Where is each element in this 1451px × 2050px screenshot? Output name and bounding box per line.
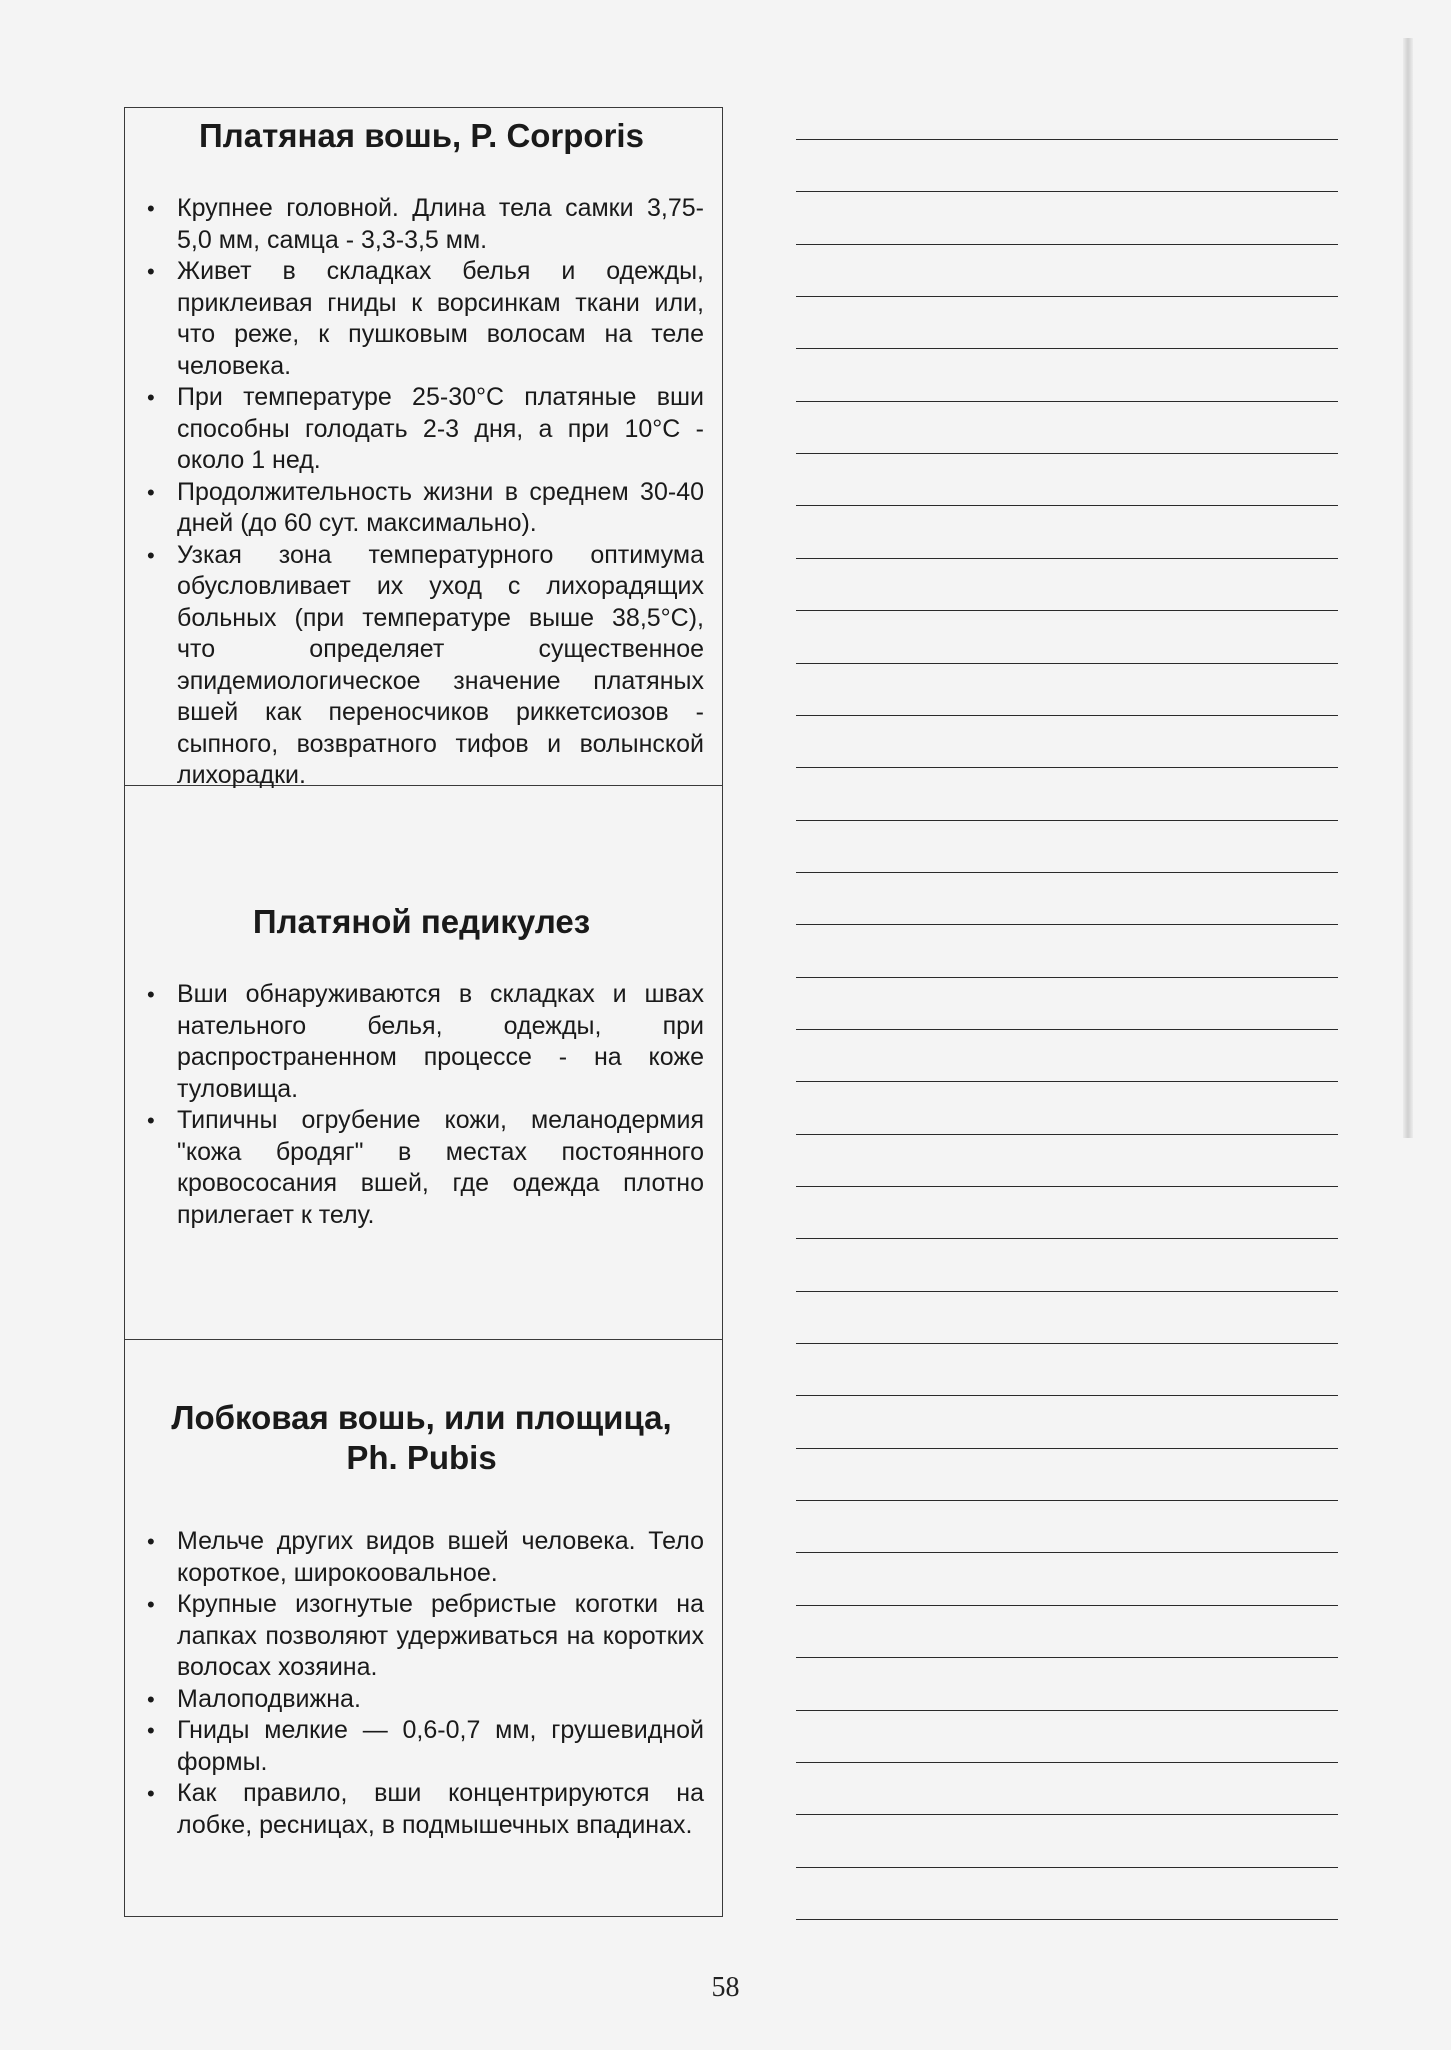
bullet-icon: •	[147, 1108, 155, 1133]
list-item-text: Узкая зона температурного оптимума обусловливает их уход с лихорадящих больных (при температуре выше 38,5°C), что определяет существенное эпидемиологическое значение платяных вшей как переносчиков риккетсиозов - сыпного, возвратного тифов и волынской лихорадки.	[177, 540, 704, 789]
notes-lines-area	[796, 0, 1338, 1930]
bullet-icon: •	[147, 196, 155, 221]
section-pediculosis	[125, 786, 722, 1340]
note-line	[796, 1552, 1338, 1553]
list-item	[139, 256, 704, 382]
content-box	[124, 107, 723, 1917]
bullet-icon: •	[147, 1718, 155, 1743]
note-line	[796, 1029, 1338, 1030]
note-line	[796, 1605, 1338, 1606]
note-line	[796, 1867, 1338, 1868]
note-line	[796, 453, 1338, 454]
note-line	[796, 1762, 1338, 1763]
note-line	[796, 1186, 1338, 1187]
list-item	[139, 382, 704, 477]
list-item	[139, 1105, 704, 1231]
note-line	[796, 558, 1338, 559]
list-item-text: Типичны огрубение кожи, меланодермия "кожа бродяг" в местах постоянного кровососания вшей, где одежда плотно прилегает к телу.	[177, 1106, 704, 1229]
note-line	[796, 296, 1338, 297]
list-item	[139, 1715, 704, 1778]
list-item-text: Вши обнаруживаются в складках и швах нательного белья, одежды, при распространенном процессе - на коже туловища.	[177, 980, 704, 1103]
list-item-text: Продолжительность жизни в среднем 30-40 дней (до 60 сут. максимально).	[177, 477, 704, 537]
bullet-icon: •	[147, 1781, 155, 1806]
note-line	[796, 1238, 1338, 1239]
list-item	[139, 1589, 704, 1684]
note-line	[796, 1134, 1338, 1135]
bullet-icon: •	[147, 385, 155, 410]
note-line	[796, 1919, 1338, 1920]
section-pubis	[125, 1340, 722, 1916]
section-title: Платяная вошь, P. Corporis	[199, 117, 644, 154]
section-title: Платяной педикулез	[252, 903, 591, 940]
list-item-text: Малоподвижна.	[177, 1684, 361, 1713]
list-item-text: Крупные изогнутые ребристые коготки на лапках позволяют удерживаться на коротких волосах хозяина.	[177, 1590, 704, 1681]
note-line	[796, 1448, 1338, 1449]
note-line	[796, 767, 1338, 768]
list-item	[139, 1684, 704, 1716]
section-title	[139, 1398, 704, 1478]
list-item	[139, 979, 704, 1105]
note-line	[796, 1081, 1338, 1082]
note-line	[796, 924, 1338, 925]
note-line	[796, 1395, 1338, 1396]
list-item-text: Крупнее головной. Длина тела самки 3,75-5,0 мм, самца - 3,3-3,5 мм.	[177, 194, 704, 254]
bullet-icon: •	[147, 1529, 155, 1554]
note-line	[796, 244, 1338, 245]
list-item-text: Живет в складках белья и одежды, приклеивая гниды к ворсинкам ткани или, что реже, к пушковым волосам на теле человека.	[177, 257, 704, 380]
page-number: 58	[711, 1972, 740, 2003]
scan-edge-shadow	[1403, 38, 1413, 1138]
bullet-list	[139, 1526, 704, 1841]
list-item-text: При температуре 25-30°C платяные вши способны голодать 2-3 дня, а при 10°C - около 1 нед.	[177, 383, 704, 474]
note-line	[796, 1343, 1338, 1344]
note-line	[796, 1500, 1338, 1501]
bullet-icon: •	[147, 982, 155, 1007]
note-line	[796, 977, 1338, 978]
section-title-line: Ph. Pubis	[346, 1439, 497, 1476]
note-line	[796, 191, 1338, 192]
bullet-icon: •	[147, 479, 155, 505]
note-line	[796, 139, 1338, 140]
list-item	[139, 1778, 704, 1841]
note-line	[796, 1814, 1338, 1815]
list-item-text: Как правило, вши концентрируются на лобке, ресницах, в подмышечных впадинах.	[177, 1779, 704, 1839]
bullet-list	[139, 979, 704, 1231]
list-item	[139, 477, 704, 540]
list-item-text: Гниды мелкие — 0,6-0,7 мм, грушевидной формы.	[177, 1716, 704, 1776]
note-line	[796, 872, 1338, 873]
bullet-icon: •	[147, 542, 155, 568]
section-corporis	[125, 108, 722, 789]
section-title-line: Лобковая вошь, или площица,	[171, 1399, 672, 1436]
bullet-icon: •	[147, 1592, 155, 1617]
note-line	[796, 505, 1338, 506]
list-item	[139, 1526, 704, 1589]
note-line	[796, 1710, 1338, 1711]
note-line	[796, 1291, 1338, 1292]
list-item-text: Мельче других видов вшей человека. Тело короткое, широкоовальное.	[177, 1527, 704, 1587]
note-line	[796, 610, 1338, 611]
note-line	[796, 401, 1338, 402]
note-line	[796, 715, 1338, 716]
note-line	[796, 1657, 1338, 1658]
note-line	[796, 663, 1338, 664]
note-line	[796, 820, 1338, 821]
bullet-icon: •	[147, 259, 155, 284]
bullet-icon: •	[147, 1686, 155, 1712]
list-item	[139, 193, 704, 256]
bullet-list	[139, 193, 704, 792]
note-line	[796, 348, 1338, 349]
list-item	[139, 540, 704, 792]
